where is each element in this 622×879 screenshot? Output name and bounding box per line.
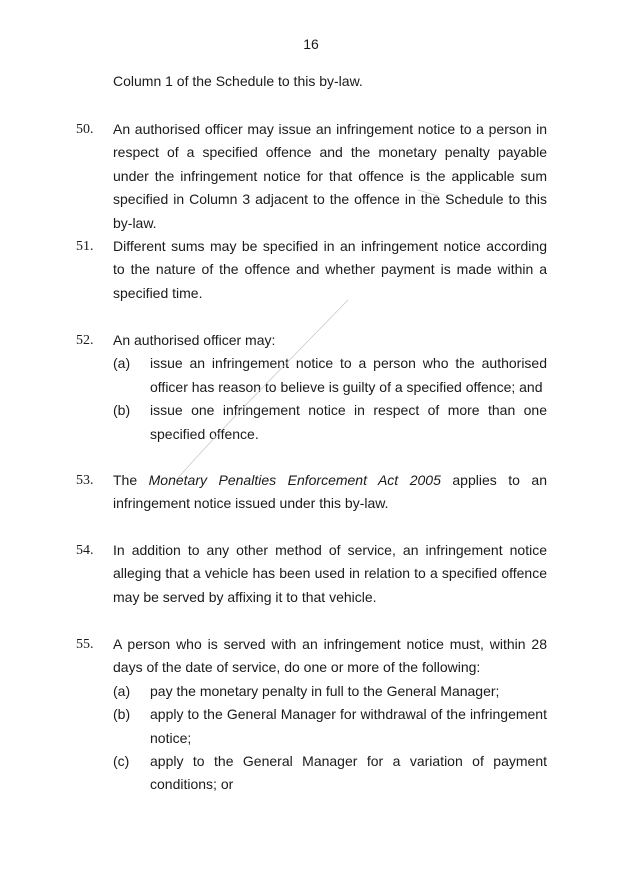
section-text: Different sums may be specified in an infringement notice according to the nature of the offence and whether payment is made within a specified time.: [113, 238, 547, 301]
section-number: 51.: [76, 239, 94, 254]
item-label: (b): [113, 706, 131, 723]
section-text: [113, 469, 547, 516]
section-number: 53.: [76, 473, 94, 488]
section-body: [113, 329, 547, 446]
item-label: (c): [113, 753, 130, 770]
section-number: 54.: [76, 543, 94, 558]
list-item: [113, 399, 547, 446]
list-item: [113, 352, 547, 399]
list-item: [113, 750, 547, 797]
text-before: The: [113, 472, 149, 488]
section-number: 52.: [76, 333, 94, 348]
intro-line: Column 1 of the Schedule to this by-law.: [113, 73, 363, 89]
page-number: 16: [303, 36, 319, 52]
item-text: issue an infringement notice to a person who the authorised officer has reason to believe is guilty of a specified offence; and: [150, 355, 547, 395]
item-label: (a): [113, 355, 131, 372]
item-text: pay the monetary penalty in full to the General Manager;: [150, 682, 500, 699]
list-item: [113, 703, 547, 750]
item-text: issue one infringement notice in respect of more than one specified offence.: [150, 402, 547, 442]
section-number: 50.: [76, 122, 94, 137]
item-label: (b): [113, 402, 131, 419]
list-item: [113, 680, 547, 703]
item-text: apply to the General Manager for withdrawal of the infringement notice;: [150, 706, 547, 746]
section-text: A person who is served with an infringement notice must, within 28 days of the date of service, do one or more of the following:: [113, 636, 547, 676]
section-text: An authorised officer may:: [113, 332, 276, 348]
act-title: Monetary Penalties Enforcement Act 2005: [148, 472, 441, 488]
section-body: [113, 633, 547, 797]
item-label: (a): [113, 682, 131, 699]
section-text: In addition to any other method of service, an infringement notice alleging that a vehicle has been used in relation to a specified offence may be served by affixing it to that vehicle.: [113, 542, 547, 605]
section-number: 55.: [76, 637, 94, 652]
item-text: apply to the General Manager for a variation of payment conditions; or: [150, 753, 547, 793]
section-text: An authorised officer may issue an infringement notice to a person in respect of a specified offence and the monetary penalty payable under the infringement notice for that offence is the applicable sum specified in Column 3 adjacent to the offence in the Schedule to this by-law.: [113, 121, 547, 231]
text-after: applies to an infringement notice issued under this by-law.: [113, 472, 547, 512]
